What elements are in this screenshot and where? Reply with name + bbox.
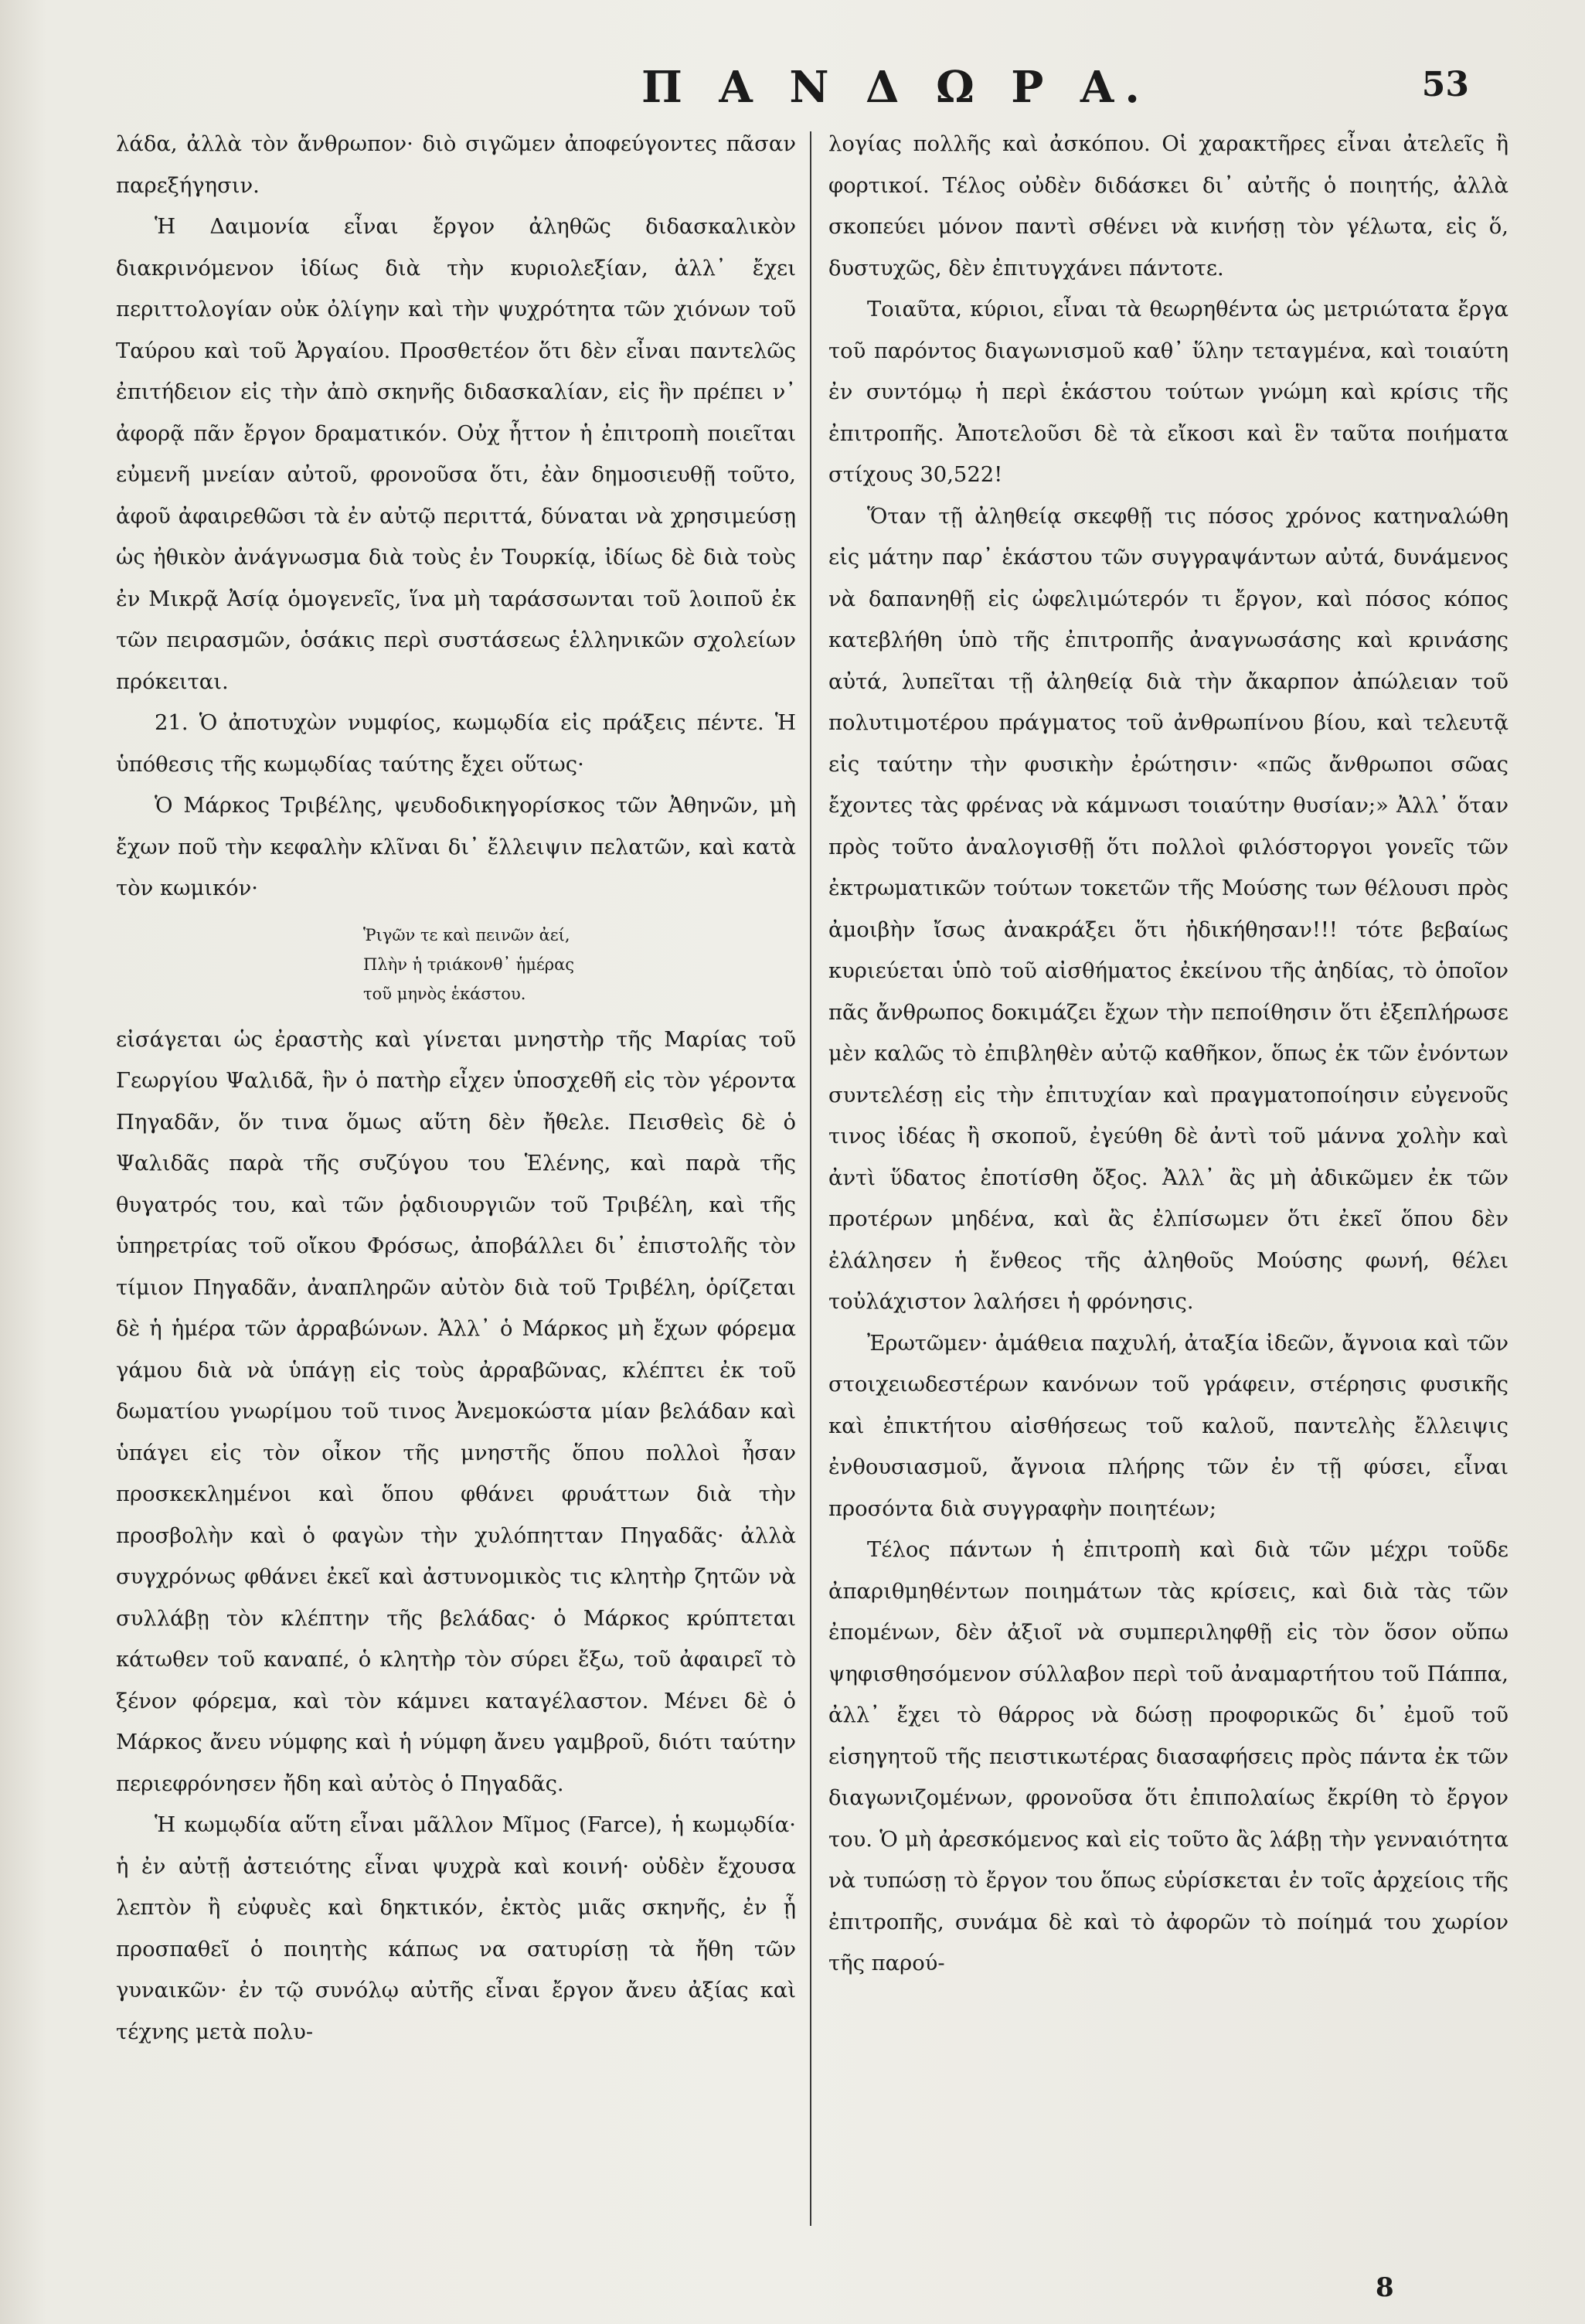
left-column — [116, 124, 796, 2053]
column-divider — [810, 131, 811, 2226]
paragraph: Ὅταν τῇ ἀληθείᾳ σκεφθῇ τις πόσος χρόνος κατηναλώθη εἰς μάτην παρ᾽ ἑκάστου τῶν συγγραψάντων αὐτά, δυνάμενος νὰ δαπανηθῇ εἰς ὠφελιμώτερόν τι ἔργον, καὶ πόσος κόπος κατεβλήθη ὑπὸ τῆς ἐπιτροπῆς ἀναγνωσάσης καὶ κρινάσης αὐτά, λυπεῖται τῇ ἀληθείᾳ διὰ τὴν ἄκαρπον ἀπώλειαν τοῦ πολυτιμοτέρου πράγματος τοῦ ἀνθρωπίνου βίου, καὶ τελευτᾷ εἰς ταύτην τὴν φυσικὴν ἐρώτησιν· «πῶς ἄνθρωποι σῶας ἔχοντες τὰς φρένας νὰ κάμνωσι τοιαύτην θυσίαν;» Ἀλλ᾽ ὅταν πρὸς τοῦτο ἀναλογισθῇ ὅτι πολλοὶ φιλόστοργοι γονεῖς τῶν ἐκτρωματικῶν τούτων τοκετῶν τῆς Μούσης των θέλουσι πρὸς ἀμοιβὴν ἴσως ἀνακράξει ὅτι ἠδικήθησαν!!! τότε βεβαίως κυριεύεται ὑπὸ τοῦ αἰσθήματος ἐκείνου τῆς ἀηδίας, τὸ ὁποῖον πᾶς ἄνθρωπος δοκιμάζει ἔχων τὴν πεποίθησιν ὅτι ἐξεπλήρωσε μὲν καλῶς τὸ ἐπιβληθὲν αὐτῷ καθῆκον, ὅπως ἐκ τῶν ἐνόντων συντελέσῃ εἰς τὴν ἐπιτυχίαν καὶ πραγματοποίησιν εὐγενοῦς τινος ἰδέας ἢ σκοποῦ, ἐγεύθη δὲ ἀντὶ τοῦ μάννα χολὴν καὶ ἀντὶ ὕδατος ἐποτίσθη ὄξος. Ἀλλ᾽ ἂς μὴ ἀδικῶμεν ἐκ τῶν προτέρων μηδένα, καὶ ἂς ἐλπίσωμεν ὅτι ἐκεῖ ὅπου δὲν ἐλάλησεν ἡ ἔνθεος τῆς ἀληθοῦς Μούσης φωνή, θέλει τοὐλάχιστον λαλήσει ἡ φρόνησις. — [828, 504, 1508, 1314]
verse-line: Ῥιγῶν τε καὶ πεινῶν ἀεί, — [363, 925, 570, 944]
verse-quote — [363, 920, 796, 1009]
verse-line: τοῦ μηνὸς ἑκάστου. — [363, 984, 526, 1003]
verse-line: Πλὴν ἡ τριάκονθ᾽ ἡμέρας — [363, 954, 575, 974]
paragraph: Ἐρωτῶμεν· ἀμάθεια παχυλή, ἀταξία ἰδεῶν, ἄγνοια καὶ τῶν στοιχειωδεστέρων κανόνων τοῦ γράφειν, στέρησις φυσικῆς καὶ ἐπικτήτου αἰσθήσεως τοῦ καλοῦ, παντελὴς ἔλλειψις ἐνθουσιασμοῦ, ἄγνοια πλήρης τῶν ἐν τῇ φύσει, εἶναι προσόντα διὰ συγγραφὴν ποιητέων; — [828, 1331, 1508, 1521]
paragraph: εἰσάγεται ὡς ἐραστὴς καὶ γίνεται μνηστὴρ τῆς Μαρίας τοῦ Γεωργίου Ψαλιδᾶ, ἣν ὁ πατὴρ εἶχεν ὑποσχεθῆ εἰς τὸν γέροντα Πηγαδᾶν, ὅν τινα ὅμως αὕτη δὲν ἤθελε. Πεισθεὶς δὲ ὁ Ψαλιδᾶς παρὰ τῆς συζύγου του Ἑλένης, καὶ παρὰ τῆς θυγατρός του, καὶ τῶν ῥᾳδιουργιῶν τοῦ Τριβέλη, καὶ τῆς ὑπηρετρίας τοῦ οἴκου Φρόσως, ἀποβάλλει δι᾽ ἐπιστολῆς τὸν τίμιον Πηγαδᾶν, ἀναπληρῶν αὐτὸν διὰ τοῦ Τριβέλη, ὁρίζεται δὲ ἡ ἡμέρα τῶν ἀρραβώνων. Ἀλλ᾽ ὁ Μάρκος μὴ ἔχων φόρεμα γάμου διὰ νὰ ὑπάγῃ εἰς τοὺς ἀρραβῶνας, κλέπτει ἐκ τοῦ δωματίου γνωρίμου τοῦ τινος Ἀνεμοκώστα μίαν βελάδαν καὶ ὑπάγει εἰς τὸν οἶκον τῆς μνηστῆς ὅπου πολλοὶ ἦσαν προσκεκλημένοι καὶ ὅπου φθάνει φρυάττων διὰ τὴν προσβολὴν καὶ ὁ φαγὼν τὴν χυλόπητταν Πηγαδᾶς· ἀλλὰ συγχρόνως φθάνει ἐκεῖ καὶ ἀστυνομικὸς τις κλητὴρ ζητῶν νὰ συλλάβῃ τὸν κλέπτην τῆς βελάδας· ὁ Μάρκος κρύπτεται κάτωθεν τοῦ καναπέ, ὁ κλητὴρ τὸν σύρει ἔξω, τοῦ ἀφαιρεῖ τὸ ξένον φόρεμα, καὶ τὸν κάμνει καταγέλαστον. Μένει δὲ ὁ Μάρκος ἄνευ νύμφης καὶ ἡ νύμφη ἄνευ γαμβροῦ, διότι ταύτην περιεφρόνησεν ἤδη καὶ αὐτὸς ὁ Πηγαδᾶς. — [116, 1027, 796, 1796]
paragraph: 21. Ὁ ἀποτυχὼν νυμφίος, κωμῳδία εἰς πράξεις πέντε. Ἡ ὑπόθεσις τῆς κωμῳδίας ταύτης ἔχει οὕτως· — [116, 711, 796, 777]
paragraph: λάδα, ἀλλὰ τὸν ἄνθρωπον· διὸ σιγῶμεν ἀποφεύγοντες πᾶσαν παρεξήγησιν. — [116, 132, 796, 198]
page-number: 53 — [1421, 65, 1469, 104]
paragraph: Ἡ κωμῳδία αὕτη εἶναι μᾶλλον Μῖμος (Farce), ἡ κωμῳδία· ἡ ἐν αὐτῇ ἀστειότης εἶναι ψυχρὰ καὶ κοινή· οὐδὲν ἔχουσα λεπτὸν ἢ εὐφυὲς καὶ δηκτικόν, ἐκτὸς μιᾶς σκηνῆς, ἐν ᾗ προσπαθεῖ ὁ ποιητὴς κάπως να σατυρίσῃ τὰ ἤθη τῶν γυναικῶν· ἐν τῷ συνόλῳ αὐτῆς εἶναι ἔργον ἄνευ ἀξίας καὶ τέχνης μετὰ πολυ- — [116, 1813, 796, 2044]
paragraph: λογίας πολλῆς καὶ ἀσκόπου. Οἱ χαρακτῆρες εἶναι ἀτελεῖς ἢ φορτικοί. Τέλος οὐδὲν διδάσκει δι᾽ αὐτῆς ὁ ποιητής, ἀλλὰ σκοπεύει μόνον παντὶ σθένει νὰ κινήσῃ τὸν γέλωτα, εἰς ὅ, δυστυχῶς, δὲν ἐπιτυγχάνει πάντοτε. — [828, 132, 1508, 281]
signature-mark: 8 — [1376, 2272, 1394, 2303]
paragraph: Τοιαῦτα, κύριοι, εἶναι τὰ θεωρηθέντα ὡς μετριώτατα ἔργα τοῦ παρόντος διαγωνισμοῦ καθ᾽ ὕλην τεταγμένα, καὶ τοιαύτη ἐν συντόμῳ ἡ περὶ ἑκάστου τούτων γνώμη καὶ κρίσις τῆς ἐπιτροπῆς. Ἀποτελοῦσι δὲ τὰ εἴκοσι καὶ ἓν ταῦτα ποιήματα στίχους 30,522! — [828, 298, 1508, 487]
page-header — [0, 54, 1585, 116]
journal-title: Π Α Ν Δ Ω Ρ Α. — [641, 62, 1151, 113]
right-column — [828, 124, 1508, 1985]
paragraph: Ὁ Μάρκος Τριβέλης, ψευδοδικηγορίσκος τῶν Ἀθηνῶν, μὴ ἔχων ποῦ τὴν κεφαλὴν κλῖναι δι᾽ ἔλλειψιν πελατῶν, καὶ κατὰ τὸν κωμικόν· — [116, 794, 796, 900]
paragraph: Ἡ Δαιμονία εἶναι ἔργον ἀληθῶς διδασκαλικὸν διακρινόμενον ἰδίως διὰ τὴν κυριολεξίαν, ἀλλ᾽ ἔχει περιττολογίαν οὐκ ὀλίγην καὶ τὴν ψυχρότητα τῶν χιόνων τοῦ Ταύρου καὶ τοῦ Ἀργαίου. Προσθετέον ὅτι δὲν εἶναι παντελῶς ἐπιτήδειον εἰς τὴν ἀπὸ σκηνῆς διδασκαλίαν, εἰς ἣν πρέπει ν᾽ ἀφορᾷ πᾶν ἔργον δραματικόν. Οὐχ ἧττον ἡ ἐπιτροπὴ ποιεῖται εὐμενῆ μνείαν αὐτοῦ, φρονοῦσα ὅτι, ἐὰν δημοσιευθῇ τοῦτο, ἀφοῦ ἀφαιρεθῶσι τὰ ἐν αὐτῷ περιττά, δύναται νὰ χρησιμεύσῃ ὡς ἠθικὸν ἀνάγνωσμα διὰ τοὺς ἐν Τουρκίᾳ, ἰδίως δὲ διὰ τοὺς ἐν Μικρᾷ Ἀσίᾳ ὁμογενεῖς, ἵνα μὴ ταράσσωνται τοῦ λοιποῦ ἐκ τῶν πειρασμῶν, ὁσάκις περὶ συστάσεως ἑλληνικῶν σχολείων πρόκειται. — [116, 215, 796, 694]
paragraph: Τέλος πάντων ἡ ἐπιτροπὴ καὶ διὰ τῶν μέχρι τοῦδε ἀπαριθμηθέντων ποιημάτων τὰς κρίσεις, καὶ διὰ τὰς τῶν ἐπομένων, δὲν ἀξιοῖ νὰ συμπεριληφθῇ εἰς τὸν ὅσον οὔπω ψηφισθησόμενον σύλλαβον περὶ τοῦ ἀναμαρτήτου τοῦ Πάππα, ἀλλ᾽ ἔχει τὸ θάρρος νὰ δώσῃ προφορικῶς δι᾽ ἐμοῦ τοῦ εἰσηγητοῦ τῆς πειστικωτέρας διασαφήσεις πρὸς πάντα ἐκ τῶν διαγωνιζομένων, φρονοῦσα ὅτι ἐπιπολαίως ἔκρίθη τὸ ἔργον του. Ὁ μὴ ἀρεσκόμενος καὶ εἰς τοῦτο ἂς λάβῃ τὴν γενναιότητα νὰ τυπώσῃ τὸ ἔργον του ὅπως εὑρίσκεται ἐν τοῖς ἀρχείοις τῆς ἐπιτροπῆς, συνάμα δὲ καὶ τὸ ἀφορῶν τὸ ποίημά του χωρίον τῆς παρού- — [828, 1538, 1508, 1975]
